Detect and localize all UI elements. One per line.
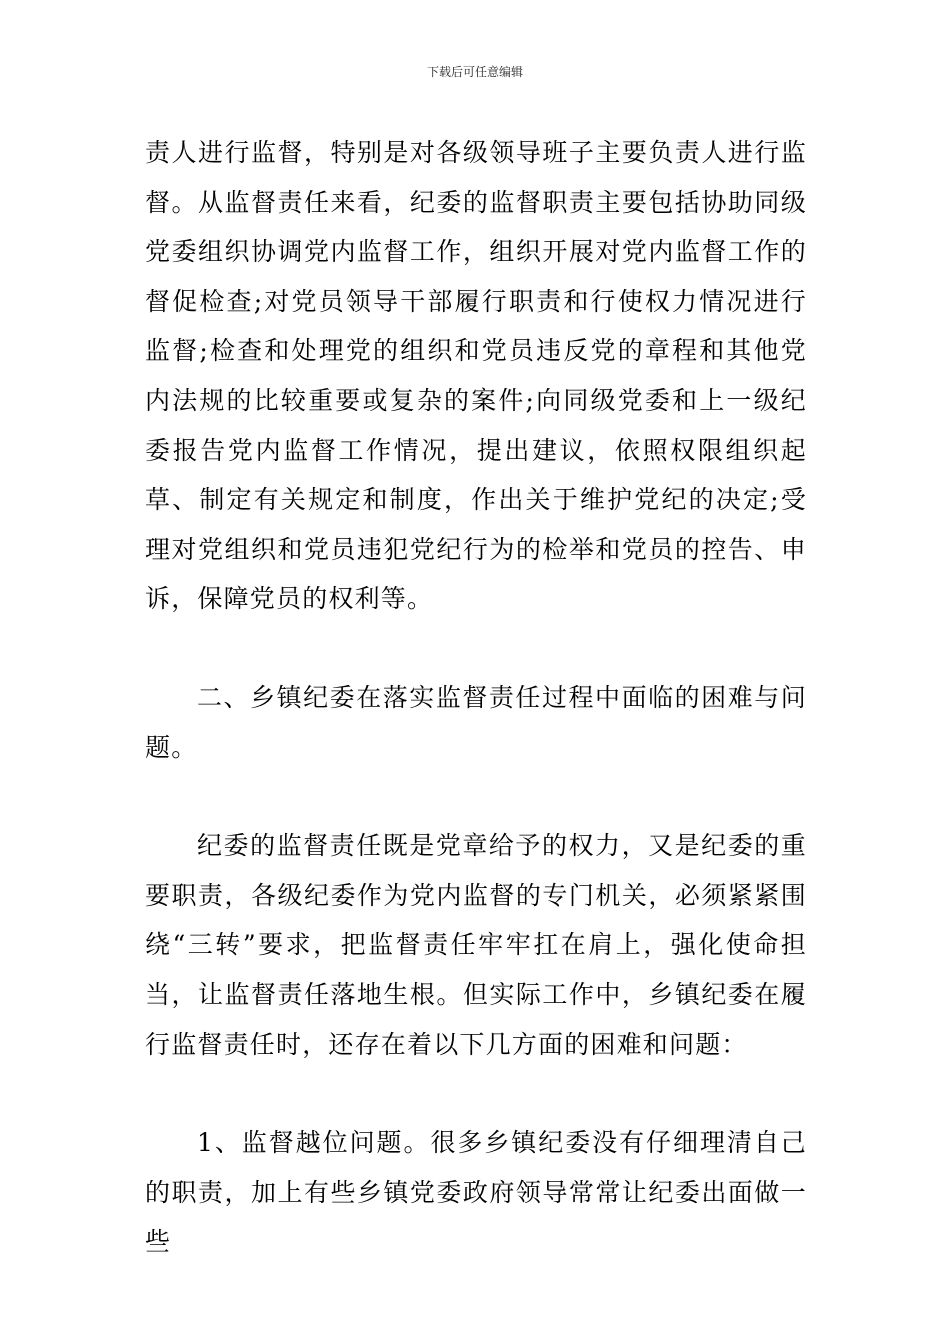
paragraph-overstep-issue: 1、监督越位问题。很多乡镇纪委没有仔细理清自己的职责，加上有些乡镇党委政府领导常常让纪委出面做一些 (145, 1128, 807, 1257)
document-body (145, 128, 807, 1267)
paragraph-gap (145, 772, 807, 821)
paragraph-responsibility: 纪委的监督责任既是党章给予的权力，又是纪委的重要职责，各级纪委作为党内监督的专门机关，必须紧紧围绕“三转”要求，把监督责任牢牢扛在肩上，强化使命担当，让监督责任落地生根。但实际工作中，乡镇纪委在履行监督责任时，还存在着以下几方面的困难和问题： (145, 831, 807, 1059)
paragraph-supervision-duties: 责人进行监督，特别是对各级领导班子主要负责人进行监督。从监督责任来看，纪委的监督职责主要包括协助同级党委组织协调党内监督工作，组织开展对党内监督工作的督促检查;对党员领导干部履行职责和行使权力情况进行监督;检查和处理党的组织和党员违反党的章程和其他党内法规的比较重要或复杂的案件;向同级党委和上一级纪委报告党内监督工作情况，提出建议，依照权限组织起草、制定有关规定和制度，作出关于维护党纪的决定;受理对党组织和党员违犯党纪行为的检举和党员的控告、申诉，保障党员的权利等。 (145, 138, 807, 614)
paragraph-gap (145, 1069, 807, 1118)
paragraph-gap (145, 624, 807, 673)
page-header-note: 下载后可任意编辑 (426, 65, 523, 79)
section-heading-difficulties: 二、乡镇纪委在落实监督责任过程中面临的困难与问题。 (145, 682, 807, 762)
